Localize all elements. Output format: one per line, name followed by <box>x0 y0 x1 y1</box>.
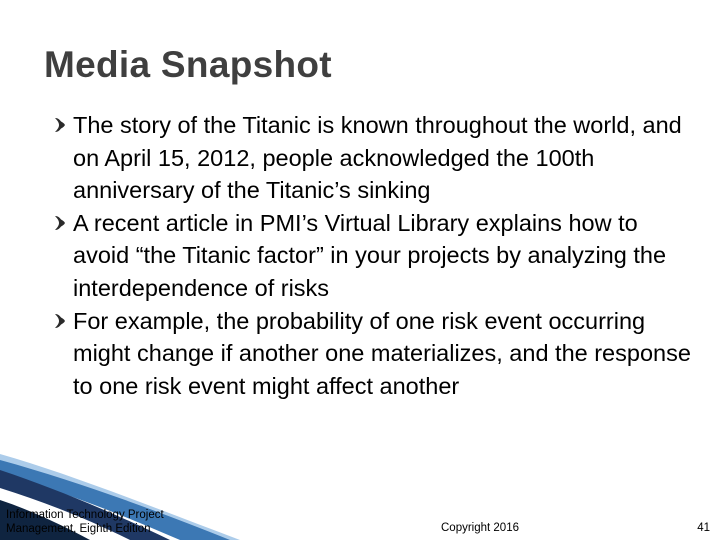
slide-title: Media Snapshot <box>44 44 332 85</box>
bullet-text: The story of the Titanic is known throughout the world, and on April 15, 2012, people acknowledged the 100th anniversary of the Titanic’s sinking <box>73 112 682 204</box>
bullet-item <box>54 109 694 207</box>
ornate-bullet-icon <box>54 312 66 330</box>
bullet-text: A recent article in PMI’s Virtual Library explains how to avoid “the Titanic factor” in your projects by analyzing the interdependence of risks <box>73 209 667 301</box>
bullet-list <box>54 109 694 402</box>
bullet-item <box>54 207 694 305</box>
footer-source <box>6 508 196 536</box>
footer-source-line: Management, Eighth Edition <box>6 523 151 535</box>
page-number: 41 <box>697 522 710 534</box>
ornate-bullet-icon <box>54 116 66 134</box>
footer-source-line: Information Technology Project <box>6 509 164 521</box>
footer-copyright: Copyright 2016 <box>441 522 519 534</box>
ornate-bullet-icon <box>54 214 66 232</box>
bullet-text: For example, the probability of one risk event occurring might change if another one materializes, and the response to one risk event might affect another <box>73 307 691 399</box>
bullet-item <box>54 305 694 403</box>
